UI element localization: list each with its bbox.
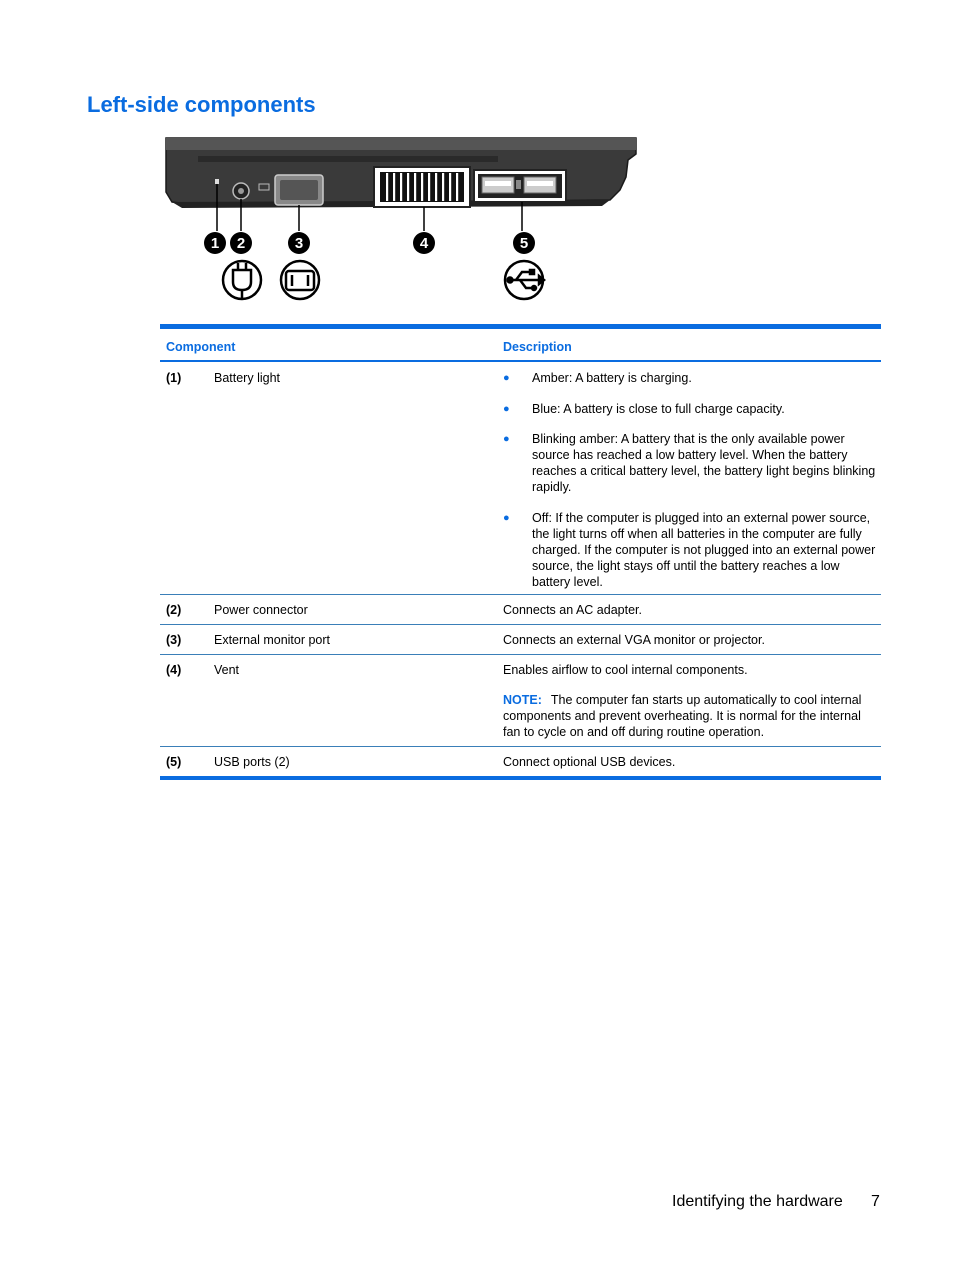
table-row: (1) Battery light ● Amber: A battery is charging. ● Blue: A battery is close to full charge capacity. ● Blinking amber: A battery that is the only available power source has reached a low battery level. When the battery reaches a critical battery level, the battery light begins blinking rapidly. ● Off: If the computer is plugged into an external power source, the light turns off when all batteries in the computer are fully charged. If the computer is not plugged into an external power source, the light stays off until the battery reaches a low battery level. xyxy=(160,362,881,595)
row-component: Vent xyxy=(214,663,240,677)
table-row xyxy=(160,655,881,747)
row-description: Connects an external VGA monitor or projector. xyxy=(503,633,765,647)
row-number: (2) xyxy=(166,603,182,617)
callout-5 xyxy=(513,232,535,254)
table-row xyxy=(160,625,881,655)
usb-ports-icon xyxy=(474,170,566,202)
laptop-left-side-illustration xyxy=(158,132,648,307)
row-description: Connect optional USB devices. xyxy=(503,755,676,769)
battery-light-icon xyxy=(215,179,219,184)
components-table xyxy=(160,324,881,780)
page-title: Left-side components xyxy=(87,92,316,117)
bullet-icon: ● xyxy=(503,433,510,445)
svg-text:3: 3 xyxy=(294,235,304,252)
callout-4 xyxy=(413,232,435,254)
usb-icon xyxy=(505,261,544,299)
power-connector-icon xyxy=(233,183,249,199)
table-row xyxy=(160,595,881,625)
header-component: Component xyxy=(166,340,236,354)
power-plug-icon xyxy=(223,261,261,299)
svg-text:2: 2 xyxy=(236,235,246,252)
svg-text:1: 1 xyxy=(210,235,220,252)
table-header xyxy=(160,329,881,362)
svg-text:4: 4 xyxy=(419,235,429,252)
row-number: (4) xyxy=(166,663,182,677)
callout-2 xyxy=(230,232,252,254)
header-description: Description xyxy=(503,340,572,354)
monitor-icon xyxy=(281,261,319,299)
page-number: 7 xyxy=(871,1193,880,1210)
footer-section-title: Identifying the hardware xyxy=(672,1193,843,1210)
row-number: (5) xyxy=(166,755,182,769)
row-description: Enables airflow to cool internal components. xyxy=(503,663,748,677)
note-text: The computer fan starts up automatically to cool internal components and prevent overheating. It is normal for the internal fan to cycle on and off during routine operation. xyxy=(503,693,862,739)
row-component: USB ports (2) xyxy=(214,755,290,769)
callout-3 xyxy=(288,232,310,254)
row-component: Battery light xyxy=(214,371,281,385)
row-number: (1) xyxy=(166,371,182,385)
bullet-icon: ● xyxy=(503,372,510,384)
table-row xyxy=(160,747,881,776)
note xyxy=(503,692,881,740)
svg-text:5: 5 xyxy=(519,235,529,252)
row-component: Power connector xyxy=(214,603,308,617)
vent-icon xyxy=(374,167,470,207)
note-label: NOTE: xyxy=(503,693,542,707)
row-description: Connects an AC adapter. xyxy=(503,603,642,617)
row-number: (3) xyxy=(166,633,182,647)
row-component: External monitor port xyxy=(214,633,331,647)
bullet-icon: ● xyxy=(503,403,510,415)
bullet-icon: ● xyxy=(503,512,510,524)
callout-1 xyxy=(204,232,226,254)
